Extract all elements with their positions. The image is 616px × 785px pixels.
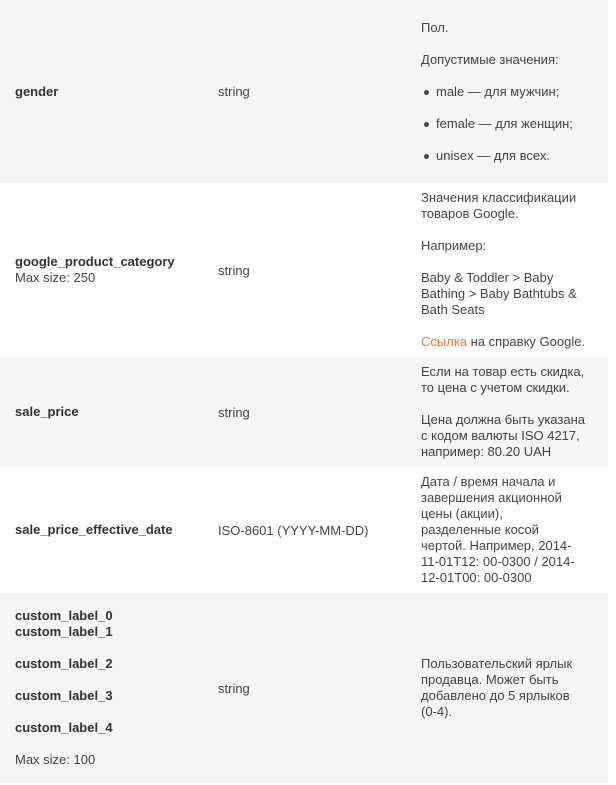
help-reference <box>421 334 602 350</box>
field-type: string <box>218 404 250 420</box>
description-text: 12-01T00: 00-0300 <box>421 570 532 585</box>
description-text: продавца. Может быть <box>421 672 559 687</box>
example-text: Baby & Toddler > Baby <box>421 270 554 285</box>
table-row <box>0 183 608 357</box>
description-text: добавлено до 5 ярлыков <box>421 688 570 703</box>
description-text: с кодом валюты ISO 4217, <box>421 428 580 443</box>
type-cell <box>203 357 406 467</box>
description-text: то цена с учетом скидки. <box>421 380 570 395</box>
description-cell <box>406 183 608 357</box>
list-item: female — для женщин; <box>421 116 602 132</box>
description-text: Допустимые значения: <box>421 51 559 67</box>
example-text: Bathing > Baby Bathtubs & <box>421 286 577 301</box>
description-text: чертой. Например, 2014- <box>421 538 572 553</box>
field-cell <box>0 183 203 357</box>
description-cell <box>406 0 608 183</box>
field-type: string <box>218 680 250 696</box>
description-text: Значения классификации <box>421 190 577 205</box>
description-text: Цена должна быть указана <box>421 412 585 427</box>
description-text: завершения акционной <box>421 490 562 505</box>
field-cell <box>0 357 203 467</box>
list-item: male — для мужчин; <box>421 84 602 100</box>
table-row <box>0 357 608 467</box>
description-text: разделенные косой <box>421 522 539 537</box>
description-text: товаров Google. <box>421 206 519 221</box>
google-help-link[interactable]: Ссылка <box>421 334 468 349</box>
description-cell <box>406 593 608 783</box>
type-cell <box>203 183 406 357</box>
type-cell <box>203 467 406 593</box>
description-text: например: 80.20 UAH <box>421 444 552 459</box>
field-cell <box>0 467 203 593</box>
field-name: custom_label_2 <box>15 656 113 671</box>
field-name: sale_price_effective_date <box>15 522 173 537</box>
description-text: Пользовательский ярлык <box>421 656 573 671</box>
field-max-size: Max size: 250 <box>15 270 96 285</box>
example-label: Например: <box>421 238 487 253</box>
description-text: Пол. <box>421 19 449 35</box>
example-text: Bath Seats <box>421 302 485 317</box>
table-row <box>0 0 608 183</box>
list-item: unisex — для всех. <box>421 148 602 164</box>
field-name: custom_label_1 <box>15 624 113 639</box>
description-cell <box>406 467 608 593</box>
field-type: string <box>218 84 250 99</box>
field-name: gender <box>15 83 59 99</box>
description-cell <box>406 357 608 467</box>
description-text: цены (акции), <box>421 506 503 521</box>
field-type: ISO-8601 (YYYY-MM-DD) <box>218 522 369 538</box>
description-text: Дата / время начала и <box>421 474 556 489</box>
field-type: string <box>218 262 250 278</box>
field-name: custom_label_0 <box>15 608 113 623</box>
field-name: custom_label_3 <box>15 688 113 703</box>
field-max-size: Max size: 100 <box>15 752 96 767</box>
type-cell <box>203 0 406 183</box>
description-text: Если на товар есть скидка, <box>421 364 585 379</box>
description-text: 11-01T12: 00-0300 / 2014- <box>421 554 575 569</box>
field-name: google_product_category <box>15 254 175 269</box>
field-name: custom_label_4 <box>15 720 113 735</box>
help-reference-text: на справку Google. <box>467 334 586 349</box>
allowed-values-list <box>421 84 602 164</box>
field-cell <box>0 593 203 783</box>
field-name: sale_price <box>15 404 79 419</box>
type-cell <box>203 593 406 783</box>
field-cell <box>0 0 203 183</box>
table-row <box>0 467 608 593</box>
table-row <box>0 593 608 783</box>
description-text: (0-4). <box>421 704 453 719</box>
